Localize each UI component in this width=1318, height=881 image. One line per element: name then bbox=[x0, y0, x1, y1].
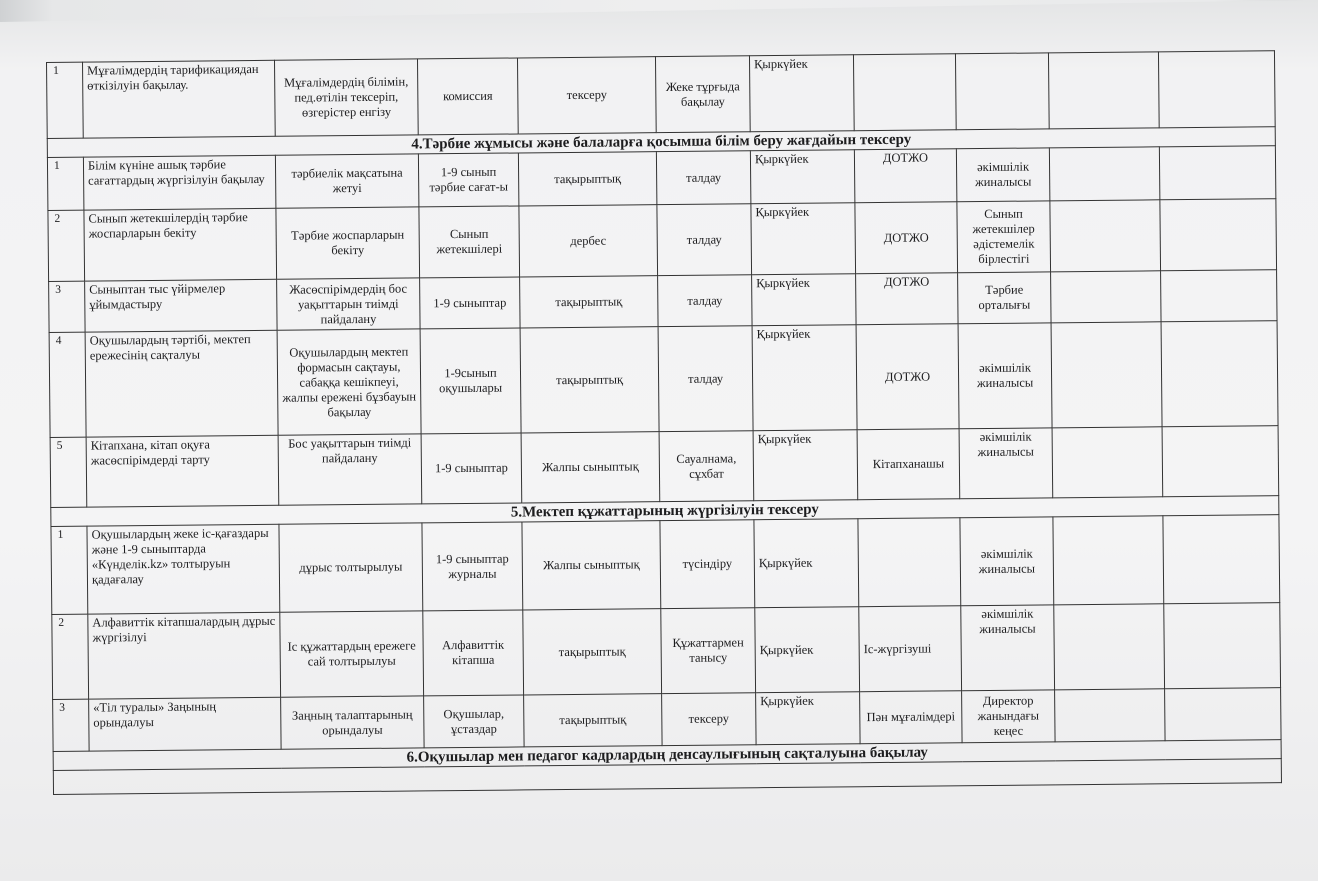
control-kind: тексеру bbox=[517, 57, 656, 134]
control-goal: Тәрбие жоспарларын бекіту bbox=[276, 207, 420, 279]
control-object: Оқушылар, ұстаздар bbox=[424, 695, 524, 748]
control-method: Сауалнама, сұхбат bbox=[659, 431, 754, 502]
control-kind: тақырыптық bbox=[523, 609, 662, 695]
table-row bbox=[50, 426, 1279, 508]
control-goal: Бос уақыттарын тиімді пайдалану bbox=[278, 434, 422, 505]
result-place bbox=[955, 53, 1049, 130]
result-place: әкімшілік жиналысы bbox=[959, 428, 1053, 499]
responsible: Іс-жүргізуші bbox=[859, 606, 962, 692]
responsible bbox=[853, 54, 956, 131]
responsible: ДОТЖО bbox=[855, 202, 958, 274]
section-title: 4.Тәрбие жұмысы және балаларға қосымша білім беру жағдайын тексеру bbox=[47, 127, 1275, 158]
extra-cell bbox=[1161, 270, 1277, 322]
control-method: талдау bbox=[656, 151, 751, 205]
control-method: түсіндіру bbox=[660, 520, 755, 609]
control-time: Қыркүйек bbox=[751, 203, 856, 275]
row-number: 3 bbox=[53, 699, 89, 751]
row-number: 3 bbox=[49, 281, 85, 332]
row-number: 5 bbox=[50, 437, 87, 507]
control-subject: Оқушылардың жеке іс-қағаздары және 1-9 сыныптарда «Күнделік.kz» толтыруын қадағалау bbox=[87, 524, 280, 614]
row-number: 1 bbox=[51, 526, 88, 614]
table-row bbox=[47, 51, 1276, 139]
control-object: 1-9 сыныптар bbox=[420, 277, 520, 329]
result-place: әкімшілік жиналысы bbox=[956, 148, 1050, 202]
control-goal: тәрбиелік мақсатына жетуі bbox=[275, 154, 419, 208]
responsible: ДОТЖО bbox=[856, 324, 959, 430]
control-subject: «Тіл туралы» Заңының орындалуы bbox=[89, 697, 281, 751]
row-number: 4 bbox=[49, 332, 86, 437]
responsible bbox=[858, 518, 961, 607]
result-place: Директор жанындағы кеңес bbox=[962, 690, 1055, 743]
extra-cell bbox=[1048, 52, 1159, 129]
control-method: тексеру bbox=[662, 693, 756, 746]
extra-cell bbox=[1053, 516, 1164, 605]
control-method: талдау bbox=[657, 204, 752, 276]
control-object: Сынып жетекшілері bbox=[419, 206, 520, 278]
row-number: 2 bbox=[48, 210, 85, 281]
extra-cell bbox=[1051, 271, 1161, 323]
control-goal: дұрыс толтырылуы bbox=[279, 523, 423, 612]
section-title: 6.Оқушылар мен педагог кадрлардың денсаулығының сақталуына бақылау bbox=[53, 740, 1281, 771]
extra-cell bbox=[1052, 427, 1163, 498]
extra-cell bbox=[1163, 515, 1280, 604]
control-time: Қыркүйек bbox=[752, 325, 857, 431]
control-method: талдау bbox=[658, 275, 752, 327]
control-goal: Мұғалімдердің білімін, пед.өтілін тексеріп, өзгерістер енгізу bbox=[274, 59, 418, 136]
control-kind: Жалпы сыныптық bbox=[521, 432, 660, 503]
result-place: әкімшілік жиналысы bbox=[960, 517, 1054, 606]
responsible: Кітапханашы bbox=[857, 429, 960, 500]
control-goal: Іс құжаттардың ережеге сай толтырылуы bbox=[280, 611, 424, 697]
control-time: Қыркүйек bbox=[752, 274, 856, 326]
control-object: Алфавиттік кітапша bbox=[423, 610, 524, 696]
control-method: талдау bbox=[658, 326, 753, 432]
control-kind: тақырыптық bbox=[518, 152, 657, 206]
responsible: ДОТЖО bbox=[856, 273, 958, 325]
result-place: әкімшілік жиналысы bbox=[961, 605, 1055, 691]
extra-cell bbox=[1050, 200, 1161, 272]
control-time: Қыркүйек bbox=[755, 607, 860, 693]
control-time: Қыркүйек bbox=[749, 55, 854, 132]
table-row bbox=[49, 321, 1278, 438]
extra-cell bbox=[1054, 604, 1165, 690]
extra-cell bbox=[1051, 322, 1162, 428]
control-object: 1-9 сыныптар bbox=[421, 433, 522, 504]
control-subject: Сыныптан тыс үйірмелер ұйымдастыру bbox=[85, 279, 277, 332]
extra-cell bbox=[1164, 603, 1281, 689]
extra-cell bbox=[1049, 147, 1160, 201]
control-kind: тақырыптық bbox=[520, 276, 658, 328]
extra-cell bbox=[1161, 321, 1278, 427]
result-place: Сынып жетекшілер әдістемелік бірлестігі bbox=[957, 201, 1051, 273]
row-number: 2 bbox=[52, 614, 89, 699]
control-time: Қыркүйек bbox=[754, 519, 859, 608]
table-row bbox=[52, 603, 1281, 700]
control-method: Құжаттармен танысу bbox=[661, 608, 756, 694]
control-kind: Жалпы сыныптық bbox=[522, 521, 661, 610]
table-row bbox=[48, 199, 1277, 282]
responsible: Пән мұғалімдері bbox=[860, 691, 962, 744]
control-subject: Мұғалімдердің тарификациядан өткізілуін бақылау. bbox=[83, 60, 276, 138]
control-kind: дербес bbox=[519, 205, 658, 277]
control-subject: Алфавиттік кітапшалардың дұрыс жүргізілуі bbox=[88, 612, 281, 699]
control-subject: Кітапхана, кітап оқуға жасөспірімдерді тарту bbox=[86, 435, 279, 507]
control-object: 1-9 сынып тәрбие сағат-ы bbox=[418, 153, 519, 207]
control-time: Қыркүйек bbox=[756, 692, 860, 745]
extra-cell bbox=[1055, 689, 1165, 742]
extra-cell bbox=[1162, 426, 1279, 497]
control-method: Жеке тұрғыда бақылау bbox=[655, 56, 750, 133]
result-place: Тәрбие орталығы bbox=[958, 272, 1051, 324]
control-subject: Оқушылардың тәртібі, мектеп ережесінің сақталуы bbox=[85, 330, 278, 437]
extra-cell bbox=[1158, 51, 1275, 128]
document-sheet bbox=[46, 50, 1281, 795]
row-number: 1 bbox=[47, 157, 84, 210]
control-object: комиссия bbox=[417, 58, 518, 135]
extra-cell bbox=[1165, 688, 1281, 741]
control-object: 1-9 сыныптар журналы bbox=[422, 522, 523, 611]
control-kind: тақырыптық bbox=[520, 327, 659, 433]
result-place: әкімшілік жиналысы bbox=[958, 323, 1052, 429]
responsible: ДОТЖО bbox=[854, 149, 957, 203]
row-number: 1 bbox=[47, 62, 84, 138]
control-subject: Сынып жетекшілердің тәрбие жоспарларын бекіту bbox=[84, 208, 277, 281]
extra-cell bbox=[1159, 146, 1276, 200]
control-plan-table bbox=[46, 50, 1282, 795]
control-object: 1-9сынып оқушылары bbox=[420, 328, 521, 434]
control-time: Қыркүйек bbox=[753, 430, 858, 501]
control-time: Қыркүйек bbox=[750, 150, 855, 204]
control-goal: Оқушылардың мектеп формасын сақтауы, сабаққа кешікпеуі, жалпы ережені бұзбауын бақылау bbox=[277, 329, 421, 435]
control-goal: Жасөспірімдердің бос уақыттарын тиімді пайдалану bbox=[277, 278, 420, 330]
control-goal: Заңның талаптарының орындалуы bbox=[281, 696, 424, 749]
extra-cell bbox=[1160, 199, 1277, 271]
table-row bbox=[51, 515, 1280, 615]
control-subject: Білім күніне ашық тәрбие сағаттардың жүргізілуін бақылау bbox=[83, 155, 275, 210]
control-kind: тақырыптық bbox=[524, 694, 662, 747]
section-title: 5.Мектеп құжаттарының жүргізілуін тексеру bbox=[51, 496, 1279, 527]
